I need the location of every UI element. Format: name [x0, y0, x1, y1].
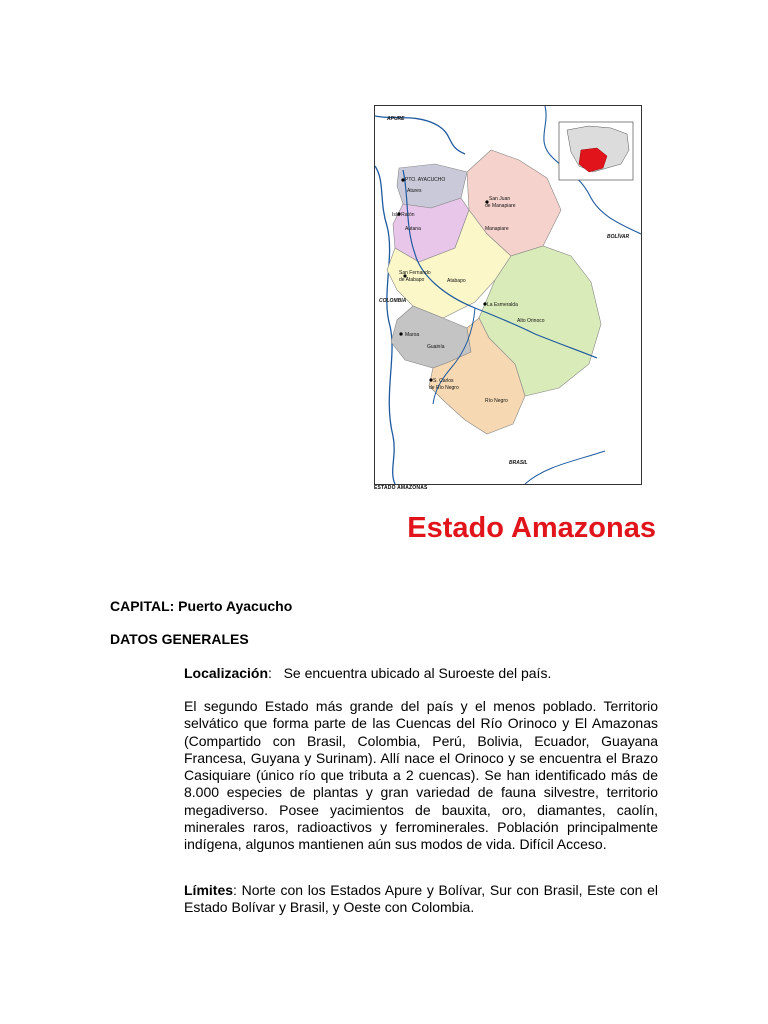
limites-paragraph	[184, 882, 658, 917]
map-caption: ESTADO AMAZONAS	[374, 485, 428, 491]
localizacion-label: Localización	[184, 665, 269, 681]
map-label-colombia: COLOMBIA	[379, 298, 407, 304]
map-label-atures: Atures	[407, 188, 422, 194]
limites-label: Límites	[184, 882, 234, 898]
localizacion-paragraph	[184, 665, 658, 682]
map-label-manapiare: Manapiare	[485, 226, 509, 232]
map-label-san-fernando-2: de Atabapo	[399, 277, 425, 283]
page-title: Estado Amazonas	[407, 512, 656, 544]
map-label-apure: APURE	[387, 116, 405, 122]
map-label-autana: Autana	[405, 226, 421, 232]
map-label-san-carlos-2: de Río Negro	[429, 385, 459, 391]
localizacion-text: Se encuentra ubicado al Suroeste del país.	[283, 665, 552, 681]
datos-generales-heading: DATOS GENERALES	[110, 631, 249, 647]
map-label-rio-negro: Río Negro	[485, 398, 508, 404]
map-label-la-esmeralda: La Esmeralda	[487, 302, 518, 308]
descripcion-paragraph: El segundo Estado más grande del país y el menos poblado. Territorio selvático que forma parte de las Cuencas del Río Orinoco y El Amazonas (Compartido con Brasil, Colombia, Perú, Bolivia, Ecuador, Guayana Francesa, Guyana y Surinam). Allí nace el Orinoco y se encuentra el Brazo Casiquiare (único río que tributa a 2 cuencas). Se han identificado más de 8.000 especies de plantas y gran variedad de fauna silvestre, territorio megadiverso. Posee yacimientos de bauxita, oro, diamantes, caolín, minerales raros, radioactivos y ferrominerales. Población principalmente indígena, algunos mantienen aún sus modos de vida. Difícil Acceso.	[184, 698, 658, 853]
map-label-guainia: Guainía	[427, 344, 445, 350]
map-label-isla-raton: Isla Ratón	[392, 212, 415, 218]
map-label-bolivar: BOLÍVAR	[607, 234, 630, 240]
map-label-san-carlos-1: S. Carlos	[433, 378, 454, 384]
map-label-san-fernando-1: San Fernando	[399, 270, 431, 276]
state-map	[374, 105, 642, 485]
localizacion-sep: :	[268, 665, 272, 681]
map-label-san-juan-1: San Juan	[489, 196, 511, 202]
capital-heading: CAPITAL: Puerto Ayacucho	[110, 598, 293, 614]
map-label-alto-orinoco: Alto Orinoco	[517, 318, 545, 324]
map-label-brasil: BRASIL	[509, 460, 528, 466]
map-label-san-juan-2: de Manapiare	[485, 203, 516, 209]
limites-text: : Norte con los Estados Apure y Bolívar, Sur con Brasil, Este con el Estado Bolívar y Brasil, y Oeste con Colombia.	[184, 882, 658, 916]
map-label-pto-ayacucho: PTO. AYACUCHO	[405, 177, 446, 183]
map-label-maroa: Maroa	[405, 332, 420, 338]
inset-venezuela-map	[559, 122, 633, 180]
map-label-atabapo: Atabapo	[447, 278, 466, 284]
river-south	[525, 451, 605, 484]
